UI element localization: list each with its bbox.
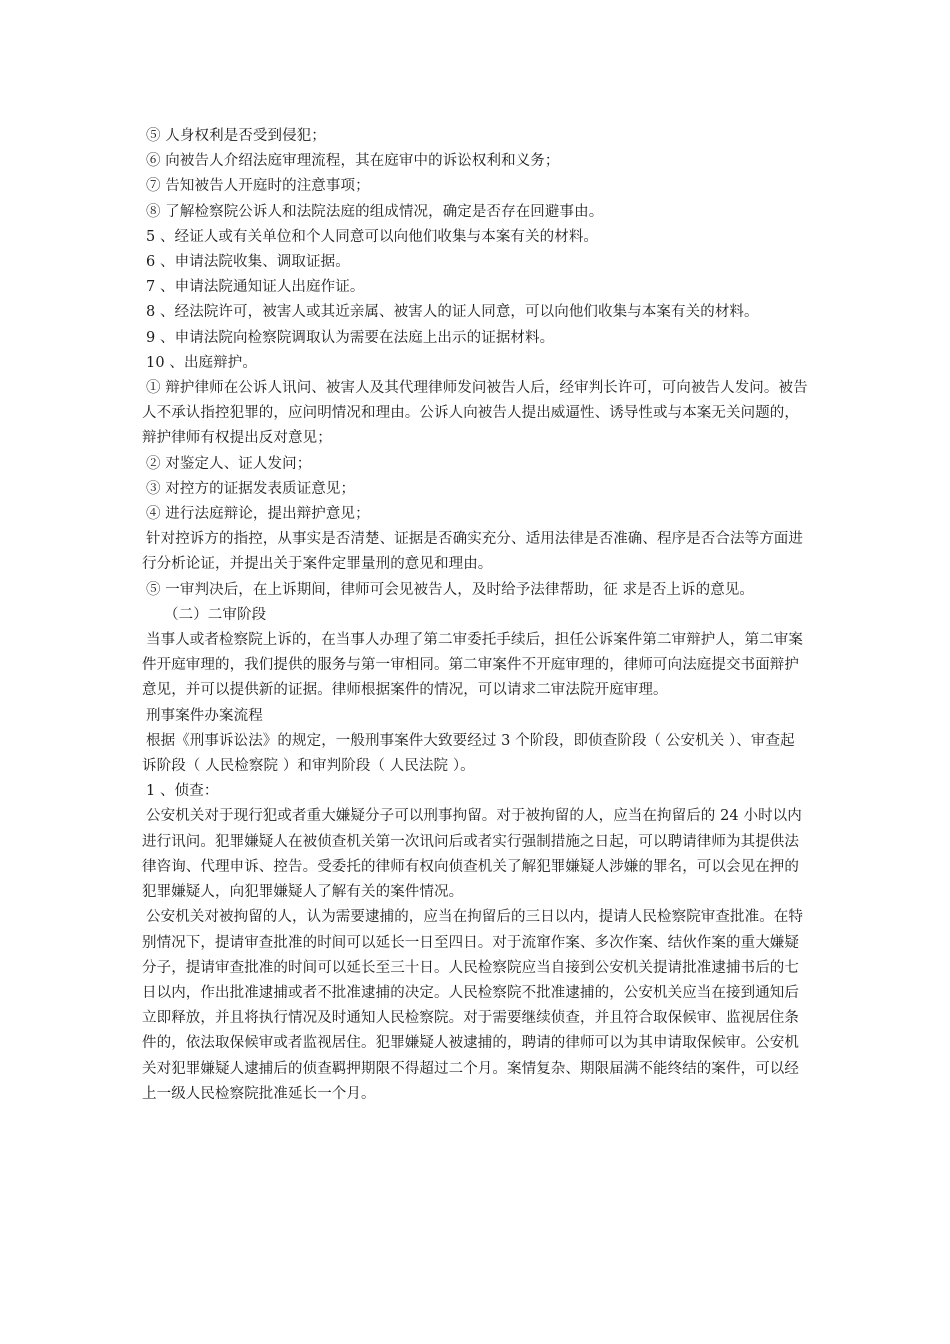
paragraph-accusation: 针对控诉方的指控，从事实是否清楚、证据是否确实充分、适用法律是否准确、程序是否合法等方面进行分析论证，并提出关于案件定罪量刑的意见和理由。 xyxy=(142,531,803,573)
section-heading-second-instance: （二）二审阶段 xyxy=(164,606,267,623)
paragraph-rights: ⑤ 人身权利是否受到侵犯； xyxy=(146,128,326,144)
paragraph-item-10: 10 、出庭辩护。 xyxy=(146,354,257,371)
paragraph-arrest: 公安机关对被拘留的人，认为需要逮捕的，应当在拘留后的三日以内，提请人民检察院审查批准。在特别情况下，提请审查批准的时间可以延长一日至四日。对于流窜作案、多次作案、结伙作案的重大嫌疑分子，提请审查批准的时间可以延长至三十日。人民检察院应当自接到公安机关提请批准逮捕书后的七日以内，作出批准逮捕或者不批准逮捕的决定。人民检察院不批准逮捕的，公安机关应当在接到通知后立即释放，并且将执行情况及时通知人民检察院。对于需要继续侦查，并且符合取保候审、监视居住条件的，依法取保候审或者监视居住。犯罪嫌疑人被逮捕的，聘请的律师可以为其申请取保候审。公安机关对犯罪嫌疑人逮捕后的侦查羁押期限不得超过二个月。案情复杂、期限届满不能终结的案件，可以经上一级人民检察院批准延长一个月。 xyxy=(142,909,803,1102)
document-body xyxy=(142,124,808,1107)
paragraph-item-6: 6 、申请法院收集、调取证据。 xyxy=(146,254,350,271)
paragraph-notice: ⑦ 告知被告人开庭时的注意事项； xyxy=(146,178,370,195)
heading-criminal-process: 刑事案件办案流程 xyxy=(146,707,263,724)
heading-investigation: 1 、侦查： xyxy=(146,783,219,800)
paragraph-item-8: 8 、经法院许可，被害人或其近亲属、被害人的证人同意，可以向他们收集与本案有关的材料。 xyxy=(146,304,759,321)
paragraph-item-9: 9 、申请法院向检察院调取认为需要在法庭上出示的证据材料。 xyxy=(146,329,555,346)
paragraph-second-instance: 当事人或者检察院上诉的，在当事人办理了第二审委托手续后，担任公诉案件第二审辩护人，第二审案件开庭审理的，我们提供的服务与第一审相同。第二审案件不开庭审理的，律师可向法庭提交书面辩护意见，并可以提供新的证据。律师根据案件的情况，可以请求二审法院开庭审理。 xyxy=(142,632,803,699)
paragraph-detention: 公安机关对于现行犯或者重大嫌疑分子可以刑事拘留。对于被拘留的人，应当在拘留后的 24 小时以内进行讯问。犯罪嫌疑人在被侦查机关第一次讯问后或者实行强制措施之日起，可以聘请律师为其提供法律咨询、代理申诉、控告。受委托的律师有权向侦查机关了解犯罪嫌疑人涉嫌的罪名，可以会见在押的犯罪嫌疑人，向犯罪嫌疑人了解有关的案件情况。 xyxy=(142,808,802,901)
paragraph-item-5: 5 、经证人或有关单位和个人同意可以向他们收集与本案有关的材料。 xyxy=(146,228,599,245)
paragraph-defense-2: ② 对鉴定人、证人发问； xyxy=(146,455,312,472)
paragraph-item-7: 7 、申请法院通知证人出庭作证。 xyxy=(146,279,365,296)
paragraph-three-stages: 根据《刑事诉讼法》的规定，一般刑事案件大致要经过 3 个阶段，即侦查阶段（ 公安机关 ）、审查起诉阶段（ 人民检察院 ）和审判阶段（ 人民法院 ）。 xyxy=(142,732,795,775)
paragraph-defense-1: ① 辩护律师在公诉人讯问、被害人及其代理律师发问被告人后，经审判长许可，可向被告人发问。被告人不承认指控犯罪的，应问明情况和理由。公诉人向被告人提出威逼性、诱导性或与本案无关问题的，辩护律师有权提出反对意见； xyxy=(142,380,808,447)
paragraph-defense-5: ⑤ 一审判决后，在上诉期间，律师可会见被告人，及时给予法律帮助，征 求是否上诉的意见。 xyxy=(146,581,755,598)
paragraph-defense-3: ③ 对控方的证据发表质证意见； xyxy=(146,480,356,497)
paragraph-defense-4: ④ 进行法庭辩论，提出辩护意见； xyxy=(146,506,370,523)
paragraph-composition: ⑧ 了解检察院公诉人和法院法庭的组成情况，确定是否存在回避事由。 xyxy=(146,203,604,220)
paragraph-trial-process: ⑥ 向被告人介绍法庭审理流程，其在庭审中的诉讼权利和义务； xyxy=(146,153,560,170)
